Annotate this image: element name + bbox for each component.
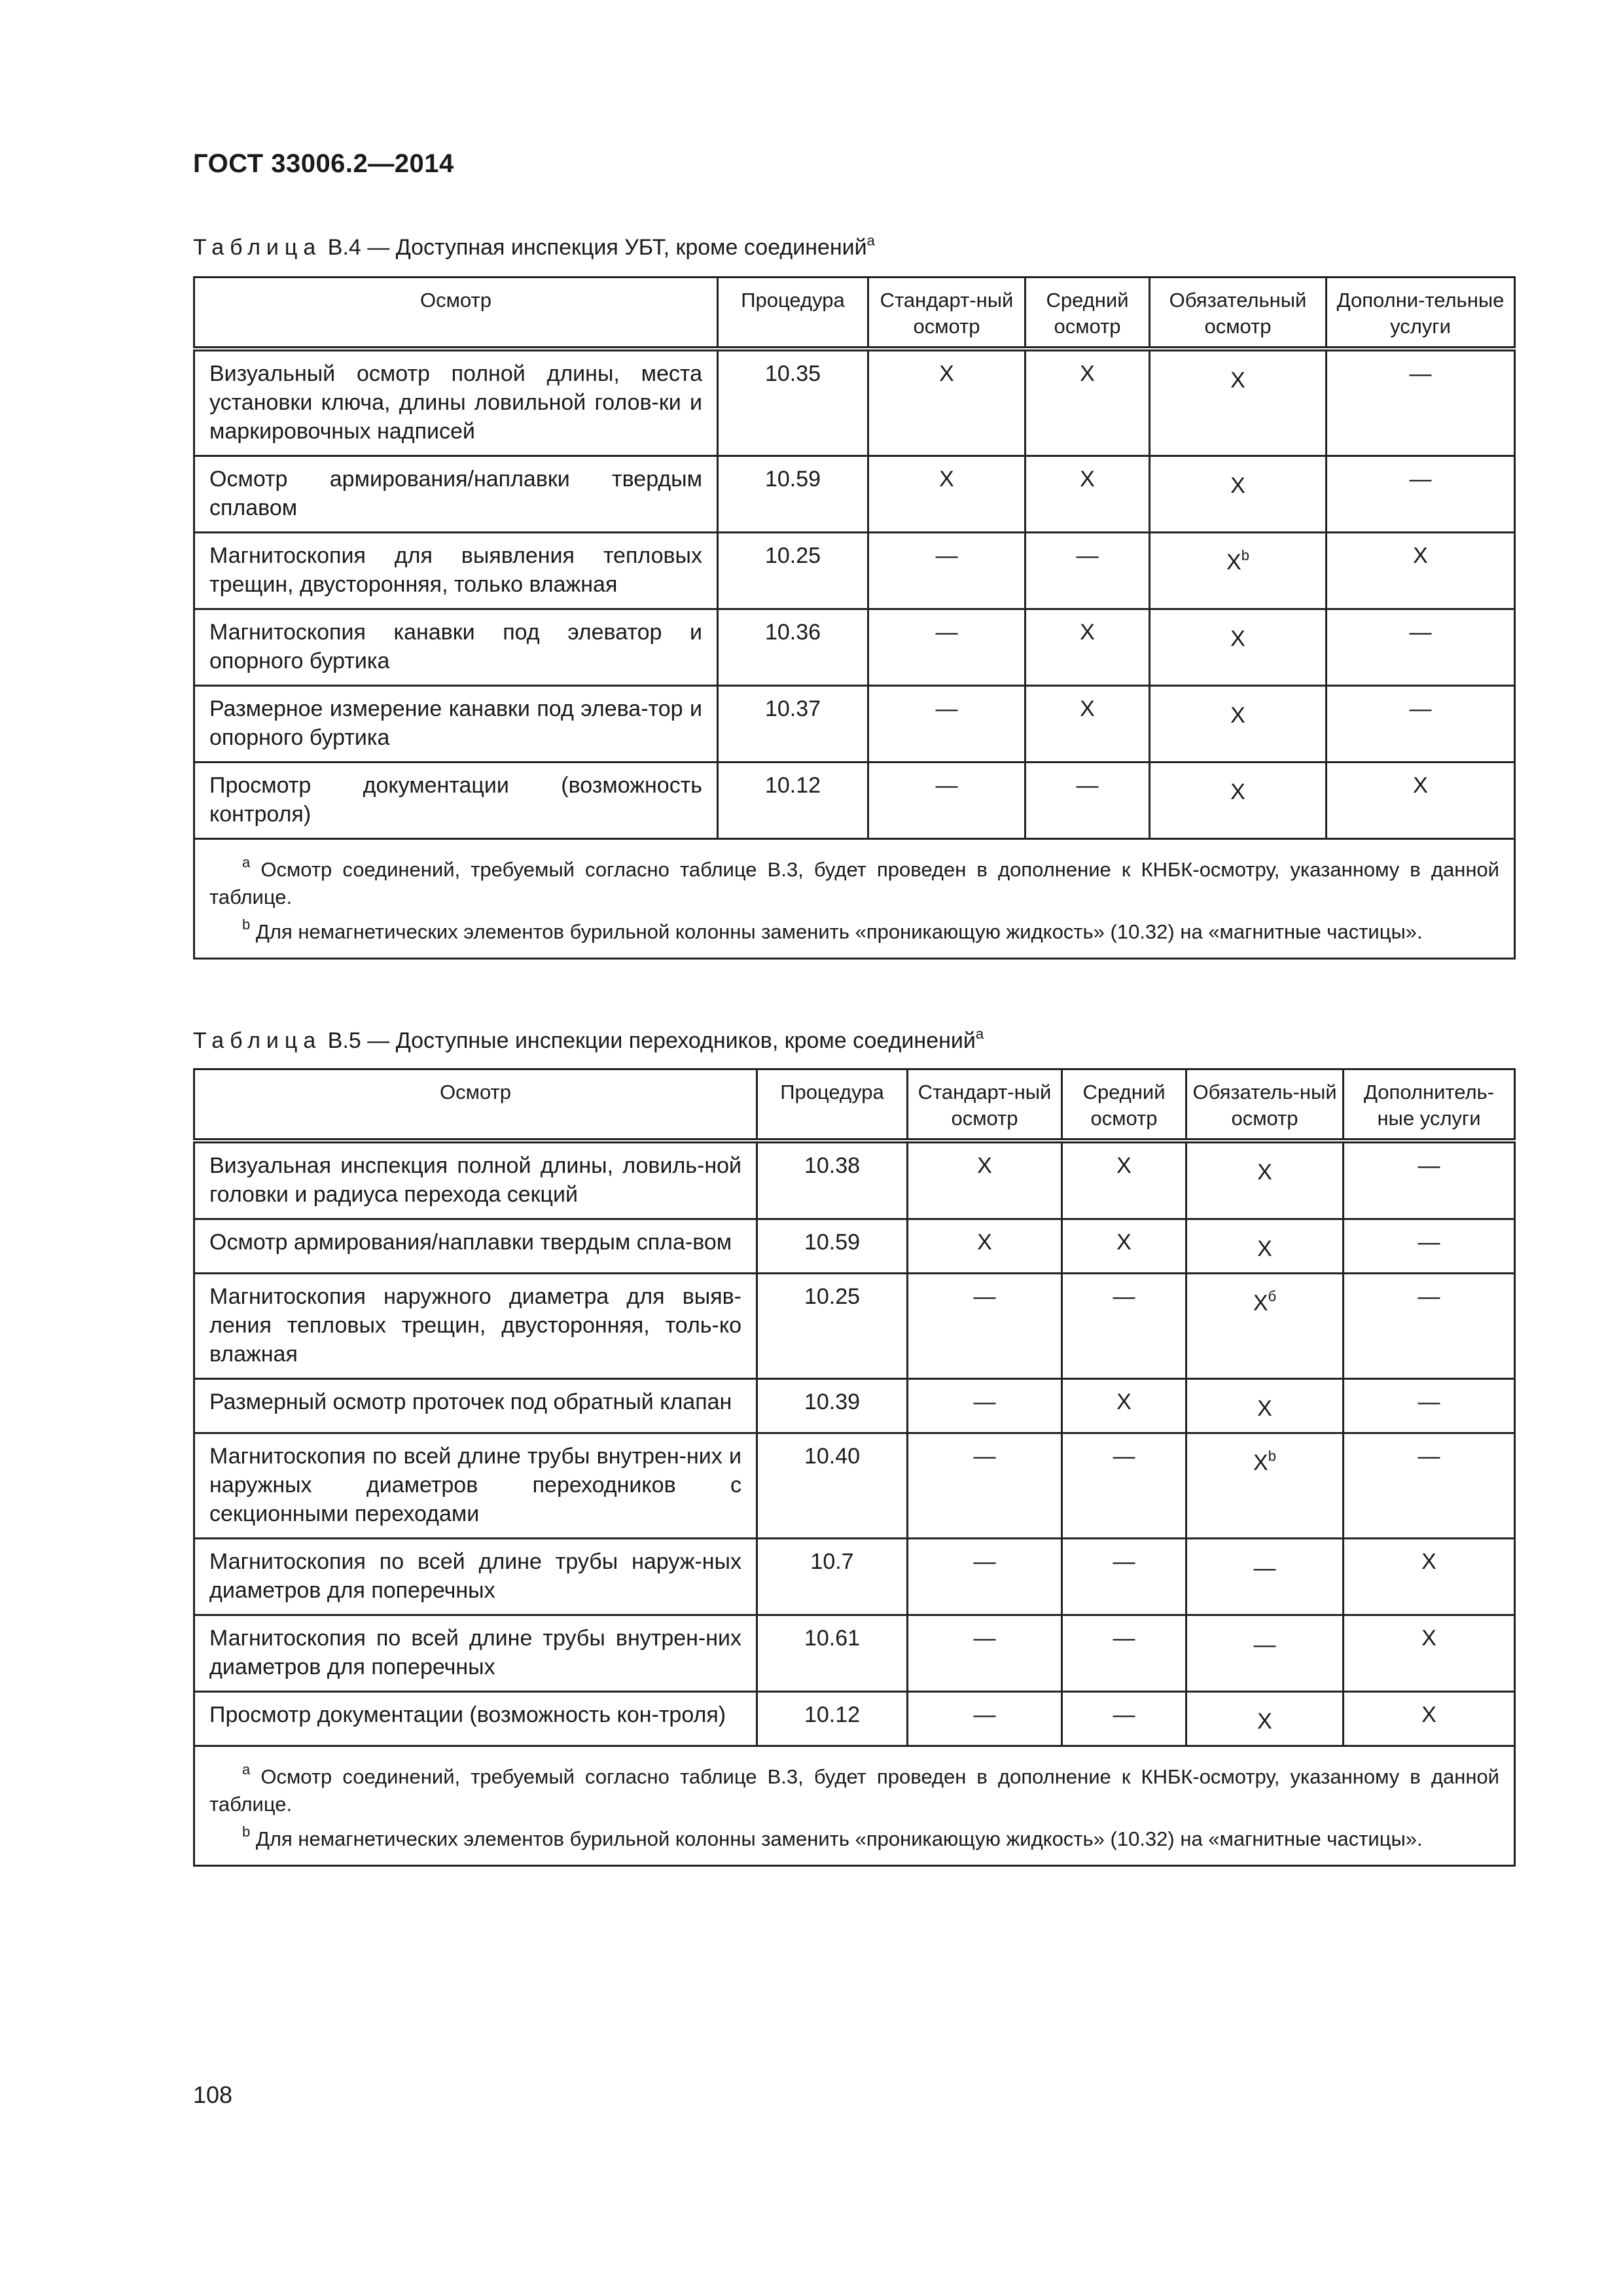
table-b5-footnotes: [194, 1746, 1515, 1866]
footnote-ref: b: [1268, 1448, 1276, 1464]
medium-cell: —: [1062, 1433, 1186, 1539]
table-b5-caption-sup: a: [975, 1026, 984, 1042]
additional-cell: X: [1344, 1615, 1515, 1692]
table-b4-footnotes-row: [194, 839, 1515, 959]
procedure-cell: 10.36: [718, 609, 868, 686]
table-b4-caption: [193, 228, 875, 260]
column-header-standard: Стандарт-ный осмотр: [868, 278, 1026, 350]
medium-cell: X: [1062, 1379, 1186, 1433]
table-b4-footnotes: [194, 839, 1515, 959]
procedure-cell: 10.12: [718, 762, 868, 839]
standard-cell: —: [868, 533, 1026, 609]
column-header-standard: Стандарт-ный осмотр: [908, 1069, 1062, 1141]
table-row: [194, 1274, 1515, 1379]
table-row: [194, 1379, 1515, 1433]
table-row: [194, 762, 1515, 839]
table-b5: [193, 1068, 1516, 1867]
additional-cell: X: [1327, 762, 1515, 839]
additional-cell: X: [1327, 533, 1515, 609]
additional-cell: —: [1344, 1274, 1515, 1379]
medium-cell: X: [1062, 1219, 1186, 1274]
inspection-cell: Размерный осмотр проточек под обратный клапан: [194, 1379, 757, 1433]
medium-cell: —: [1026, 762, 1150, 839]
footnote-ref: б: [1268, 1288, 1277, 1304]
standard-cell: —: [868, 686, 1026, 762]
additional-cell: —: [1344, 1219, 1515, 1274]
column-header-inspection: Осмотр: [194, 278, 718, 350]
mandatory-cell: X: [1186, 1379, 1344, 1433]
mandatory-cell: —: [1186, 1539, 1344, 1615]
standard-cell: —: [908, 1615, 1062, 1692]
table-row: [194, 609, 1515, 686]
inspection-cell: Магнитоскопия для выявления тепловых трещин, двусторонняя, только влажная: [194, 533, 718, 609]
footnote-ref: b: [1241, 547, 1249, 564]
medium-cell: X: [1026, 686, 1150, 762]
footnote-a: $^a$ Осмотр соединений, требуемый согласно таблице В.3, будет проведен в дополнение к КНБК-осмотру, указанному в данной таблице.: [209, 854, 1499, 908]
footnote-b: $^b$ Для немагнетических элементов бурильной колонны заменить «проникающую жидкость» (10.32) на «магнитные частицы».: [242, 1823, 1423, 1850]
mandatory-cell: X: [1150, 762, 1327, 839]
medium-cell: X: [1026, 609, 1150, 686]
table-row: [194, 349, 1515, 456]
inspection-cell: Просмотр документации (возможность кон-троля): [194, 1692, 757, 1746]
table-row: [194, 1692, 1515, 1746]
table-b5-caption-label: Таблица: [193, 1028, 322, 1053]
table-row: [194, 1141, 1515, 1219]
standard-cell: —: [908, 1433, 1062, 1539]
table-b5-caption-text: В.5 — Доступные инспекции переходников, кроме соединений: [327, 1028, 976, 1053]
table-row: [194, 533, 1515, 609]
inspection-cell: Магнитоскопия по всей длине трубы наруж-ных диаметров для поперечных: [194, 1539, 757, 1615]
standard-cell: —: [908, 1692, 1062, 1746]
medium-cell: —: [1062, 1539, 1186, 1615]
table-b5-caption: [193, 1021, 984, 1054]
inspection-cell: Осмотр армирования/наплавки твердым спла-вом: [194, 1219, 757, 1274]
standard-cell: —: [868, 762, 1026, 839]
medium-cell: X: [1062, 1141, 1186, 1219]
column-header-medium: Средний осмотр: [1026, 278, 1150, 350]
inspection-cell: Визуальная инспекция полной длины, ловиль-ной головки и радиуса перехода секций: [194, 1141, 757, 1219]
standard-cell: X: [908, 1141, 1062, 1219]
procedure-cell: 10.38: [757, 1141, 908, 1219]
footnote-b: $^b$ Для немагнетических элементов бурильной колонны заменить «проникающую жидкость» (10.32) на «магнитные частицы».: [242, 916, 1423, 943]
mandatory-cell: X: [1186, 1219, 1344, 1274]
standard-cell: X: [908, 1219, 1062, 1274]
medium-cell: —: [1062, 1615, 1186, 1692]
inspection-cell: Размерное измерение канавки под элева-тор и опорного буртика: [194, 686, 718, 762]
medium-cell: X: [1026, 349, 1150, 456]
mandatory-cell: X: [1150, 349, 1327, 456]
mandatory-cell: X: [1186, 1141, 1344, 1219]
column-header-inspection: Осмотр: [194, 1069, 757, 1141]
procedure-cell: 10.61: [757, 1615, 908, 1692]
standard-cell: —: [868, 609, 1026, 686]
additional-cell: X: [1344, 1692, 1515, 1746]
inspection-cell: Осмотр армирования/наплавки твердым сплавом: [194, 456, 718, 533]
procedure-cell: 10.59: [757, 1219, 908, 1274]
table-row: [194, 456, 1515, 533]
medium-cell: —: [1026, 533, 1150, 609]
column-header-mandatory: Обязатель-ный осмотр: [1186, 1069, 1344, 1141]
mandatory-cell: X: [1150, 609, 1327, 686]
mandatory-cell: —: [1186, 1615, 1344, 1692]
procedure-cell: 10.7: [757, 1539, 908, 1615]
page-number: 108: [193, 2081, 233, 2108]
column-header-procedure: Процедура: [718, 278, 868, 350]
column-header-additional: Дополнитель-ные услуги: [1344, 1069, 1515, 1141]
procedure-cell: 10.35: [718, 349, 868, 456]
table-b4-caption-sup: a: [866, 232, 875, 249]
additional-cell: X: [1344, 1539, 1515, 1615]
procedure-cell: 10.39: [757, 1379, 908, 1433]
medium-cell: X: [1026, 456, 1150, 533]
procedure-cell: 10.40: [757, 1433, 908, 1539]
table-b4: [193, 276, 1516, 960]
additional-cell: —: [1344, 1141, 1515, 1219]
table-b4-caption-text: В.4 — Доступная инспекция УБТ, кроме соединений: [327, 235, 867, 260]
table-row: [194, 1615, 1515, 1692]
table-b5-header-row: [194, 1069, 1515, 1141]
mandatory-cell: $X^b$: [1150, 533, 1327, 609]
document-header: ГОСТ 33006.2—2014: [193, 149, 454, 178]
standard-cell: —: [908, 1539, 1062, 1615]
inspection-cell: Магнитоскопия канавки под элеватор и опорного буртика: [194, 609, 718, 686]
inspection-cell: Просмотр документации (возможность контроля): [194, 762, 718, 839]
table-row: [194, 1219, 1515, 1274]
inspection-cell: Магнитоскопия по всей длине трубы внутрен-них и наружных диаметров переходников с секционными переходами: [194, 1433, 757, 1539]
standard-cell: X: [868, 349, 1026, 456]
standard-cell: —: [908, 1379, 1062, 1433]
footnote-a: $^a$ Осмотр соединений, требуемый согласно таблице В.3, будет проведен в дополнение к КНБК-осмотру, указанному в данной таблице.: [209, 1761, 1499, 1816]
column-header-medium: Средний осмотр: [1062, 1069, 1186, 1141]
inspection-cell: Магнитоскопия по всей длине трубы внутрен-них диаметров для поперечных: [194, 1615, 757, 1692]
additional-cell: —: [1327, 456, 1515, 533]
table-b4-caption-label: Таблица: [193, 235, 322, 260]
mandatory-cell: X: [1186, 1692, 1344, 1746]
column-header-mandatory: Обязательный осмотр: [1150, 278, 1327, 350]
mandatory-cell: $X^б$: [1186, 1274, 1344, 1379]
mandatory-cell: $X^b$: [1186, 1433, 1344, 1539]
additional-cell: —: [1327, 349, 1515, 456]
additional-cell: —: [1327, 686, 1515, 762]
additional-cell: —: [1344, 1433, 1515, 1539]
column-header-additional: Дополни-тельные услуги: [1327, 278, 1515, 350]
table-b4-header-row: [194, 278, 1515, 350]
procedure-cell: 10.12: [757, 1692, 908, 1746]
additional-cell: —: [1344, 1379, 1515, 1433]
procedure-cell: 10.25: [718, 533, 868, 609]
additional-cell: —: [1327, 609, 1515, 686]
mandatory-cell: X: [1150, 686, 1327, 762]
medium-cell: —: [1062, 1692, 1186, 1746]
table-row: [194, 1433, 1515, 1539]
procedure-cell: 10.25: [757, 1274, 908, 1379]
inspection-cell: Магнитоскопия наружного диаметра для выяв-ления тепловых трещин, двусторонняя, толь-ко влажная: [194, 1274, 757, 1379]
table-row: [194, 686, 1515, 762]
standard-cell: —: [908, 1274, 1062, 1379]
procedure-cell: 10.59: [718, 456, 868, 533]
mandatory-cell: X: [1150, 456, 1327, 533]
table-row: [194, 1539, 1515, 1615]
standard-cell: X: [868, 456, 1026, 533]
procedure-cell: 10.37: [718, 686, 868, 762]
table-b5-footnotes-row: [194, 1746, 1515, 1866]
column-header-procedure: Процедура: [757, 1069, 908, 1141]
medium-cell: —: [1062, 1274, 1186, 1379]
inspection-cell: Визуальный осмотр полной длины, места установки ключа, длины ловильной голов-ки и маркировочных надписей: [194, 349, 718, 456]
